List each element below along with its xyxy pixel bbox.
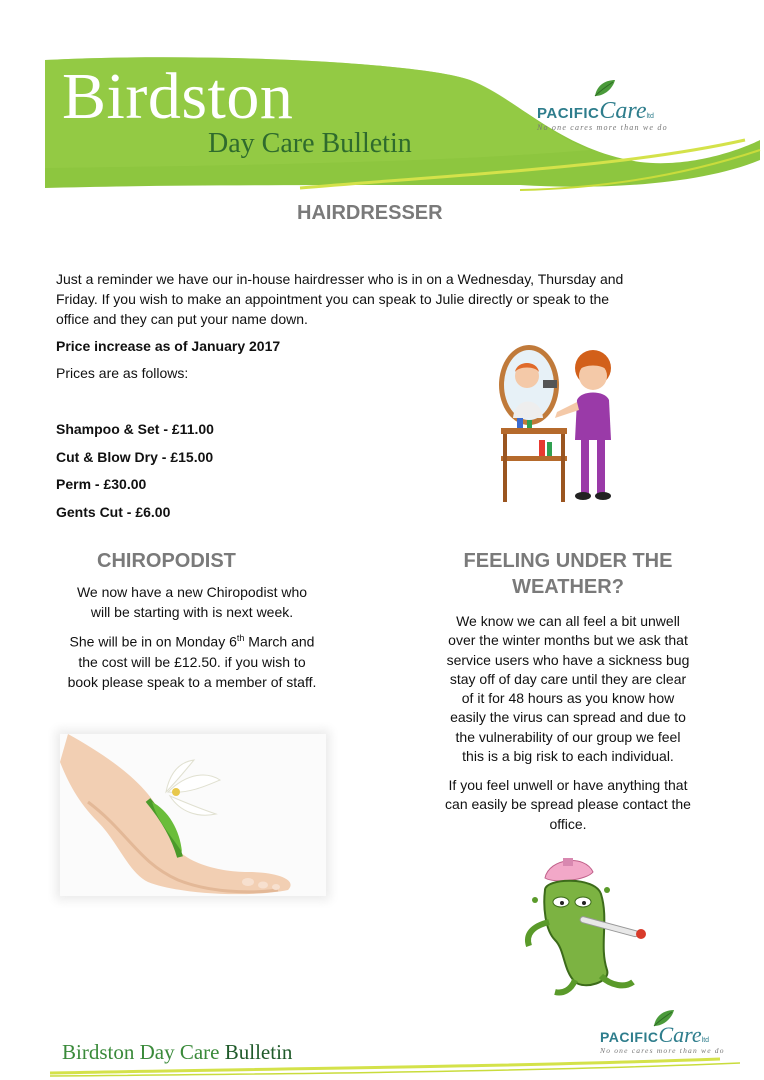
logo-suffix: ltd bbox=[701, 1037, 710, 1044]
weather-line: We know we can all feel a bit unwell bbox=[456, 613, 680, 629]
chiropodist-details bbox=[56, 628, 328, 692]
chiropodist-intro bbox=[56, 582, 328, 622]
footer-title bbox=[62, 1040, 292, 1065]
price-item: Perm - £30.00 bbox=[56, 476, 147, 492]
date-text: She will be in on Monday 6 bbox=[69, 633, 237, 650]
bulletin-subtitle: Day Care Bulletin bbox=[208, 128, 412, 159]
weather-heading bbox=[430, 548, 706, 600]
feet-flower-photo bbox=[48, 722, 338, 908]
logo-tagline: No one cares more than we do bbox=[537, 123, 668, 132]
hairdresser-illustration bbox=[495, 340, 635, 505]
price-increase-notice: Price increase as of January 2017 bbox=[56, 338, 281, 354]
weather-para1 bbox=[430, 612, 706, 766]
hairdresser-heading: HAIRDRESSER bbox=[297, 202, 443, 224]
weather-line: of it for 48 hours as you know how bbox=[461, 690, 675, 707]
date-suffix: th bbox=[236, 633, 245, 643]
chiropodist-heading: CHIROPODIST bbox=[97, 550, 236, 572]
weather-line: can easily be spread please contact the bbox=[445, 796, 691, 813]
weather-line: service users who have a sickness bug bbox=[446, 651, 690, 668]
logo-brand-script: Care bbox=[599, 98, 647, 124]
weather-line: the vulnerability of our group we feel bbox=[455, 728, 681, 745]
chiropodist-line: book please speak to a member of staff. bbox=[67, 673, 317, 690]
weather-line: If you feel unwell or have anything that bbox=[448, 777, 688, 793]
leaf-icon bbox=[593, 78, 617, 98]
price-item: Gents Cut - £6.00 bbox=[56, 503, 171, 520]
weather-line: over the winter months but we ask that bbox=[448, 632, 688, 649]
intro-line: office and they can put your name down. bbox=[56, 311, 308, 327]
weather-heading-line: FEELING UNDER THE bbox=[463, 550, 673, 572]
chiropodist-line: We now have a new Chiropodist who bbox=[76, 584, 308, 600]
sick-germ-illustration bbox=[515, 850, 660, 1000]
footer-title-light: Birdston Day Care bbox=[62, 1040, 220, 1064]
weather-heading-line: WEATHER? bbox=[512, 576, 624, 598]
weather-line: easily the virus can spread and due to bbox=[450, 709, 686, 726]
logo-brand-script: Care bbox=[658, 1022, 702, 1047]
weather-line: office. bbox=[549, 815, 587, 832]
chiropodist-line: will be starting with is next week. bbox=[90, 604, 294, 620]
pacific-care-logo bbox=[537, 84, 712, 132]
logo-brand: PACIFIC bbox=[600, 1029, 659, 1045]
weather-para2 bbox=[430, 776, 706, 834]
footer-pacific-care-logo bbox=[600, 1008, 760, 1055]
logo-brand: PACIFIC bbox=[537, 105, 600, 122]
date-month: March and bbox=[244, 633, 315, 650]
intro-line: Friday. If you wish to make an appointment you can speak to Julie directly or speak to the bbox=[56, 291, 610, 307]
logo-suffix: ltd bbox=[646, 113, 654, 120]
bulletin-title: Birdston bbox=[62, 60, 294, 133]
leaf-icon bbox=[652, 1008, 676, 1028]
weather-line: stay off of day care until they are clear bbox=[449, 670, 687, 687]
price-item: Cut & Blow Dry - £15.00 bbox=[56, 448, 214, 465]
price-item: Shampoo & Set - £11.00 bbox=[56, 421, 214, 437]
chiropodist-line: the cost will be £12.50. if you wish to bbox=[78, 653, 306, 670]
weather-line: this is a big risk to each individual. bbox=[462, 748, 674, 765]
logo-tagline: No one cares more than we do bbox=[600, 1046, 725, 1055]
footer-title-dark: Bulletin bbox=[224, 1040, 293, 1064]
prices-label: Prices are as follows: bbox=[56, 365, 189, 381]
chiropodist-line bbox=[56, 628, 328, 652]
price-list bbox=[56, 416, 214, 526]
hairdresser-intro bbox=[56, 269, 716, 329]
intro-line: Just a reminder we have our in-house hairdresser who is in on a Wednesday, Thursday and bbox=[56, 271, 624, 287]
